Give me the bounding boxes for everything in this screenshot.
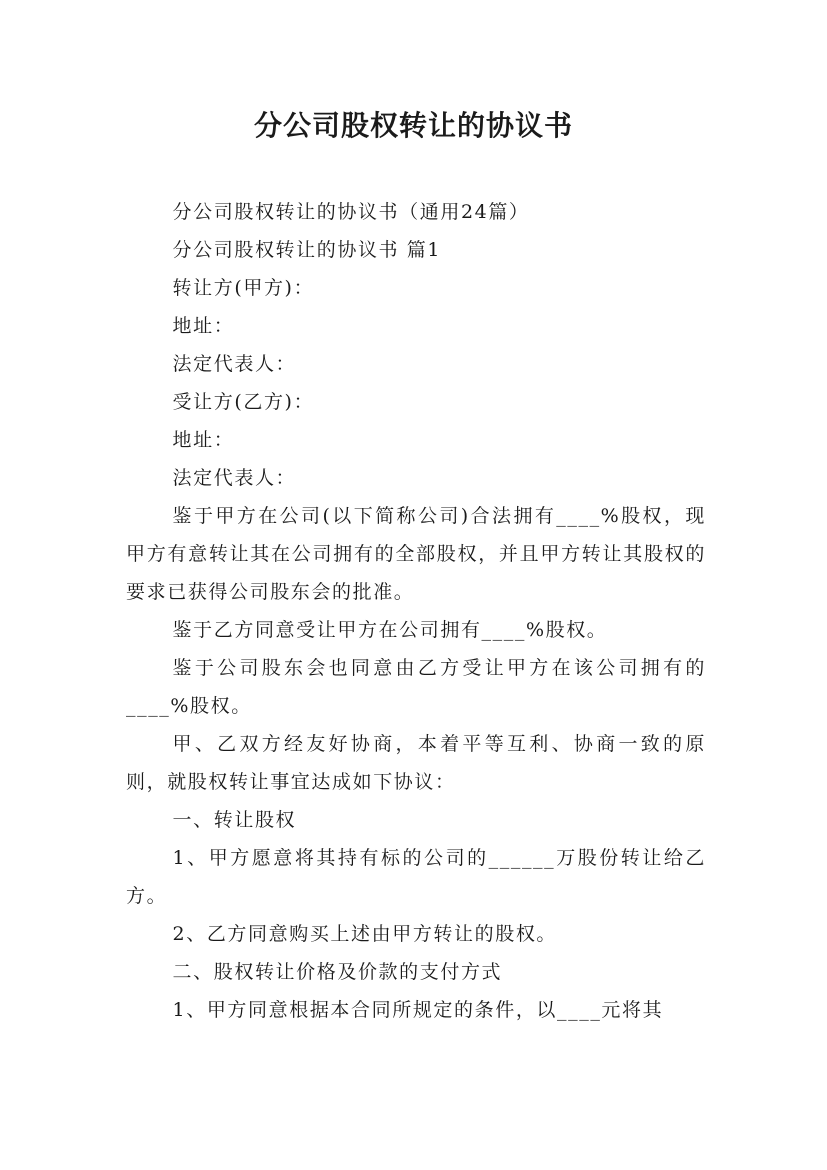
recital-paragraph: 鉴于公司股东会也同意由乙方受让甲方在该公司拥有的____%股权。 xyxy=(126,657,706,717)
transferee-address-label: 地址： xyxy=(172,429,235,451)
clause-item: 2、乙方同意购买上述由甲方转让的股权。 xyxy=(172,923,558,945)
clause-item: 1、甲方愿意将其持有标的公司的______万股份转让给乙方。 xyxy=(126,847,706,907)
subtitle-paragraph: 分公司股权转让的协议书（通用24篇） xyxy=(172,201,530,223)
document-title: 分公司股权转让的协议书 xyxy=(253,109,573,142)
agreement-intro-paragraph: 甲、乙双方经友好协商，本着平等互利、协商一致的原则，就股权转让事宜达成如下协议： xyxy=(126,733,706,793)
recital-paragraph: 鉴于乙方同意受让甲方在公司拥有____%股权。 xyxy=(172,619,608,641)
recital-paragraph: 鉴于甲方在公司(以下简称公司)合法拥有____%股权，现甲方有意转让其在公司拥有的全部股权，并且甲方转让其股权的要求已获得公司股东会的批准。 xyxy=(126,505,706,603)
clause-heading: 二、股权转让价格及价款的支付方式 xyxy=(172,961,503,983)
clause-item: 1、甲方同意根据本合同所规定的条件，以____元将其 xyxy=(172,999,664,1021)
transferor-representative-label: 法定代表人： xyxy=(172,353,297,375)
section-heading: 分公司股权转让的协议书 篇1 xyxy=(172,239,442,261)
transferor-address-label: 地址： xyxy=(172,315,235,337)
clause-heading: 一、转让股权 xyxy=(172,809,297,831)
transferee-label: 受让方(乙方)： xyxy=(172,391,315,413)
transferee-representative-label: 法定代表人： xyxy=(172,467,297,489)
document-body xyxy=(126,193,706,1029)
transferor-label: 转让方(甲方)： xyxy=(172,277,315,299)
